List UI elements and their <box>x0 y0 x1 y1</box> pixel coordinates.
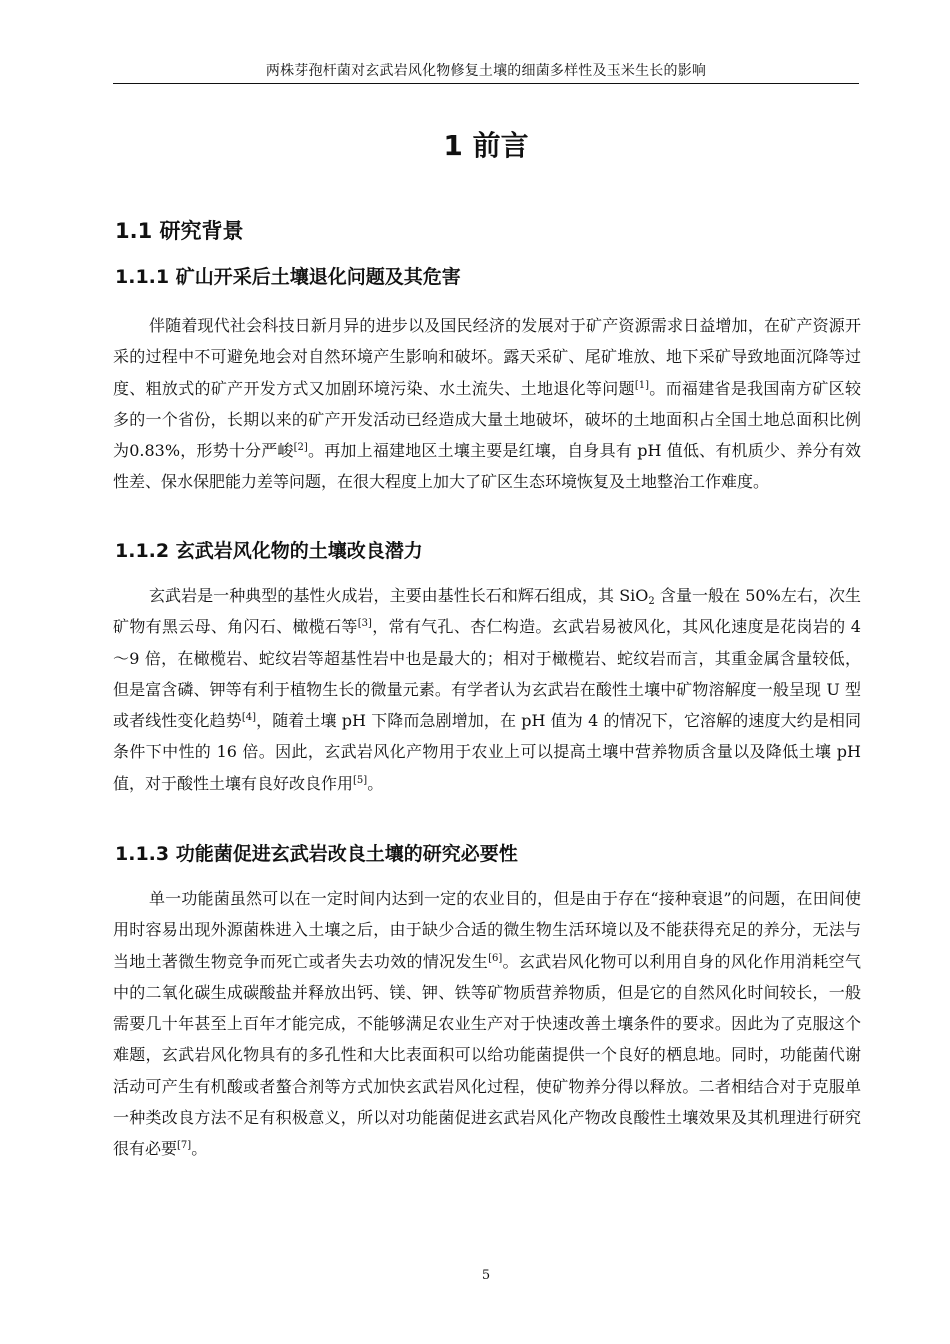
paragraph-text: 伴随着现代社会科技日新月异的进步以及国民经济的发展对于矿产资源需求日益增加，在矿产资源开采的过程中不可避免地会对自然环境产生影响和破坏。露天采矿、尾矿堆放、地下采矿导致地面沉降等过度、粗放式的矿产开发方式又加剧环境污染、水土流失、土地退化等问题 <box>113 316 861 398</box>
section-heading-1-1-1: 1.1.1 矿山开采后土壤退化问题及其危害 <box>115 266 461 288</box>
paragraph-text: 。 <box>191 1139 208 1159</box>
section-heading-1-1-2: 1.1.2 玄武岩风化物的土壤改良潜力 <box>115 540 423 562</box>
section-heading-1-1: 1.1 研究背景 <box>115 219 244 243</box>
citation-4: [4] <box>241 712 256 724</box>
page-number: 5 <box>481 1268 491 1283</box>
citation-3: [3] <box>357 618 372 630</box>
paragraph-text: ，常有气孔、杏仁构造。玄武岩易被风化，其风化速度是花岗岩的 4～9 倍，在橄榄岩、蛇纹岩等超基性岩中也是最大的；相对于橄榄岩、蛇纹岩而言，其重金属含量较低，但是富含磷、钾等有利于植物生长的微量元素。有学者认为玄武岩在酸性土壤中矿物溶解度一般呈现 U 型或者线性变化趋势 <box>113 617 861 731</box>
section-heading-1-1-3: 1.1.3 功能菌促进玄武岩改良土壤的研究必要性 <box>115 843 518 865</box>
citation-5: [5] <box>353 774 368 786</box>
chapter-title: 1 前言 <box>443 129 529 162</box>
paragraph-text: 。再加上福建地区土壤主要是红壤，自身具有 pH 值低、有机质少、养分有效性差、保水保肥能力差等问题，在很大程度上加大了矿区生态环境恢复及土地整治工作难度。 <box>113 441 861 492</box>
running-header: 两株芽孢杆菌对玄武岩风化物修复土壤的细菌多样性及玉米生长的影响 <box>265 63 707 79</box>
paragraph-text: 玄武岩是一种典型的基性火成岩，主要由基性长石和辉石组成，其 SiO <box>149 586 649 605</box>
citation-6: [6] <box>488 952 503 964</box>
paragraph-1-1-2 <box>113 580 861 799</box>
paragraph-text: 含量一般在 50%左右，次生矿物有黑云母、角闪石、橄榄石等 <box>113 586 861 637</box>
citation-2: [2] <box>293 442 308 454</box>
paragraph-text: 。而福建省是我国南方矿区较多的一个省份，长期以来的矿产开发活动已经造成大量土地破坏，破坏的土地面积占全国土地总面积比例为0.83%，形势十分严峻 <box>113 378 861 461</box>
paragraph-text: 。玄武岩风化物可以利用自身的风化作用消耗空气中的二氧化碳生成碳酸盐并释放出钙、镁、钾、铁等矿物质营养物质，但是它的自然风化时间较长，一般需要几十年甚至上百年才能完成，不能够满足农业生产对于快速改善土壤条件的要求。因此为了克服这个难题，玄武岩风化物具有的多孔性和大比表面积可以给功能菌提供一个良好的栖息地。同时，功能菌代谢活动可产生有机酸或者螯合剂等方式加快玄武岩风化过程，使矿物养分得以释放。二者相结合对于克服单一种类改良方法不足有积极意义，所以对功能菌促进玄武岩风化产物改良酸性土壤效果及其机理进行研究很有必要 <box>113 951 861 1159</box>
paragraph-text: ，随着土壤 pH 下降而急剧增加，在 pH 值为 4 的情况下，它溶解的速度大约是相同条件下中性的 16 倍。因此，玄武岩风化产物用于农业上可以提高土壤中营养物质含量以及降低土壤 pH 值，对于酸性土壤有良好改良作用 <box>113 711 861 793</box>
paragraph-1-1-3 <box>113 883 861 1165</box>
paragraph-1-1-1 <box>113 310 861 498</box>
header-rule <box>113 83 859 84</box>
paragraph-text: 单一功能菌虽然可以在一定时间内达到一定的农业目的，但是由于存在“接种衰退”的问题，在田间使用时容易出现外源菌株进入土壤之后，由于缺少合适的微生物生活环境以及不能获得充足的养分，无法与当地土著微生物竞争而死亡或者失去功效的情况发生 <box>113 889 861 971</box>
citation-7: [7] <box>177 1140 192 1152</box>
citation-1: [1] <box>634 379 649 391</box>
subscript-2: 2 <box>648 596 655 607</box>
paragraph-text: 。 <box>367 773 384 793</box>
